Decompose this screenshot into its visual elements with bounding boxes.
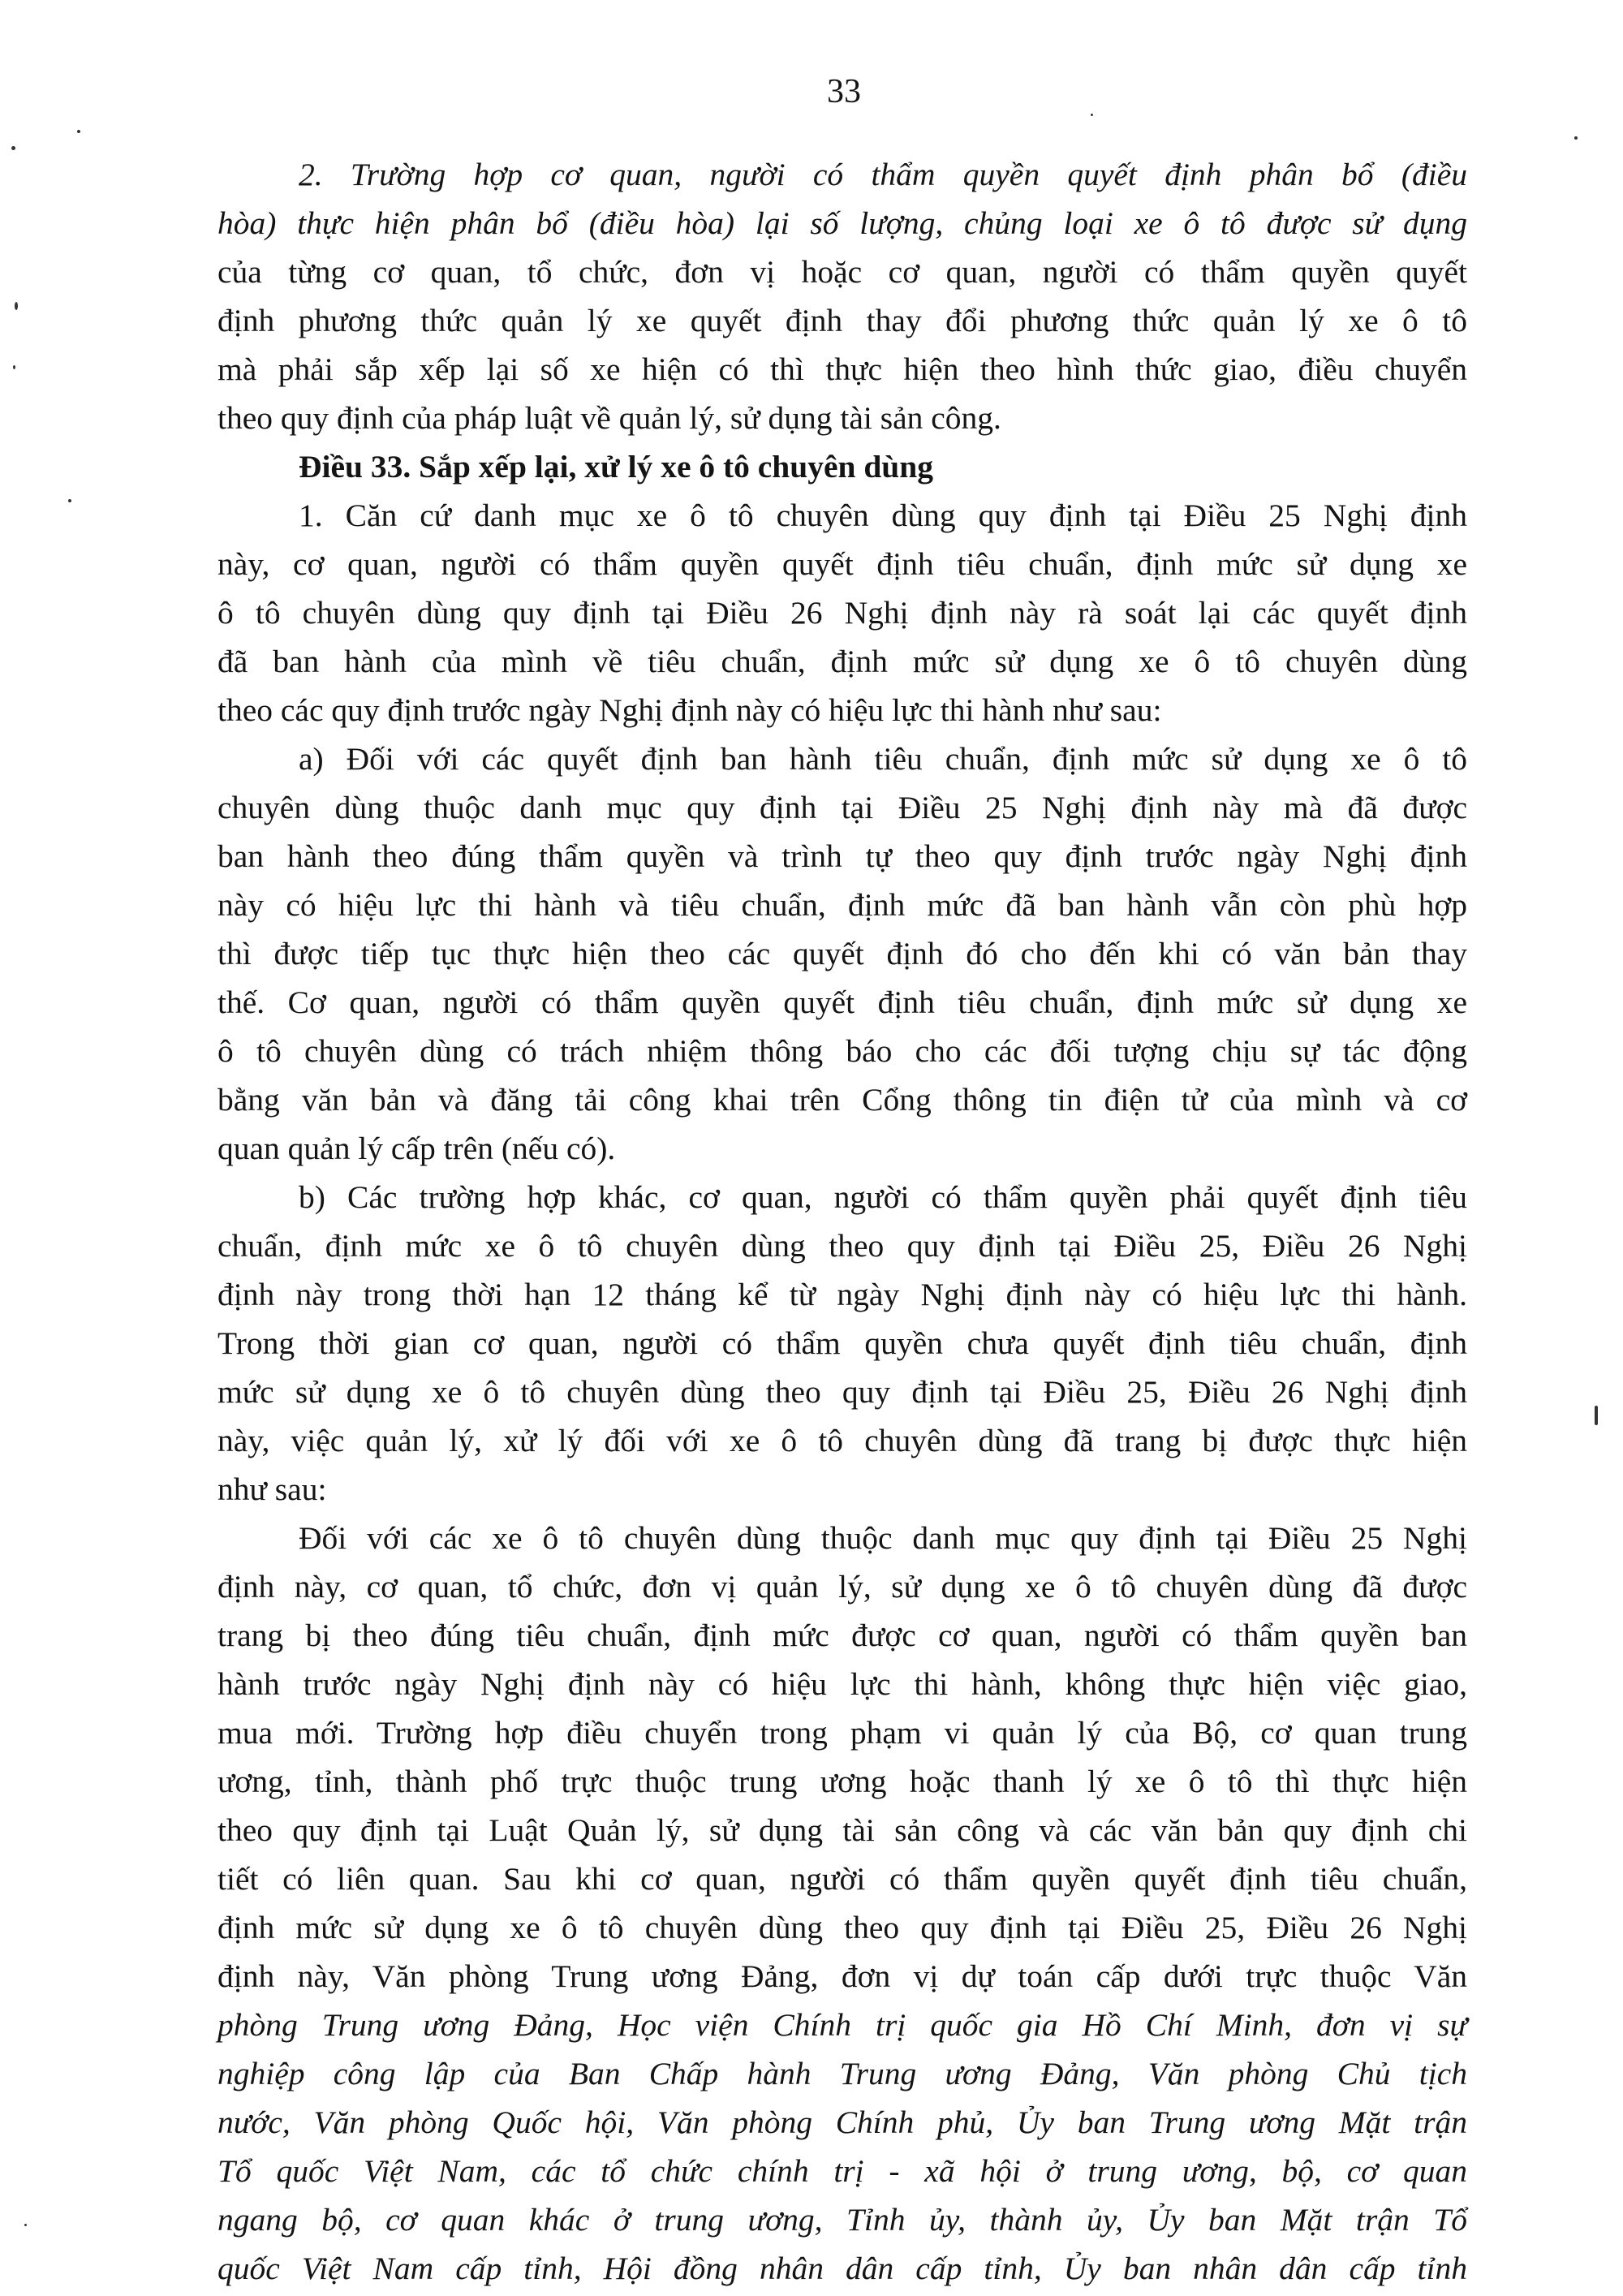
text-line: Trong thời gian cơ quan, người có thẩm quyền chưa quyết định tiêu chuẩn, định bbox=[217, 1325, 1467, 1361]
text-line: 2. Trường hợp cơ quan, người có thẩm quyền quyết định phân bổ (điều bbox=[299, 157, 1467, 192]
text-line: thì được tiếp tục thực hiện theo các quyết định đó cho đến khi có văn bản thay bbox=[217, 936, 1467, 971]
text-line: định này, Văn phòng Trung ương Đảng, đơn vị dự toán cấp dưới trực thuộc Văn bbox=[217, 1958, 1467, 1994]
body-text bbox=[217, 150, 1467, 2293]
text-line: Tổ quốc Việt Nam, các tổ chức chính trị - xã hội ở trung ương, bộ, cơ quan bbox=[217, 2153, 1467, 2189]
text-line: ngang bộ, cơ quan khác ở trung ương, Tỉnh ủy, thành ủy, Ủy ban Mặt trận Tổ bbox=[217, 2202, 1467, 2238]
text-line: nghiệp công lập của Ban Chấp hành Trung ương Đảng, Văn phòng Chủ tịch bbox=[217, 2056, 1467, 2091]
text-line: chuyên dùng thuộc danh mục quy định tại Điều 25 Nghị định này mà đã được bbox=[217, 790, 1467, 825]
text-line: theo quy định của pháp luật về quản lý, sử dụng tài sản công. bbox=[217, 400, 1001, 436]
page-number: 33 bbox=[827, 73, 861, 110]
scan-speck bbox=[1574, 136, 1578, 140]
text-line: bằng văn bản và đăng tải công khai trên Cổng thông tin điện tử của mình và cơ bbox=[217, 1082, 1467, 1118]
text-line: b) Các trường hợp khác, cơ quan, người có thẩm quyền phải quyết định tiêu bbox=[299, 1179, 1467, 1215]
scan-speck bbox=[24, 2224, 27, 2226]
text-line: này, việc quản lý, xử lý đối với xe ô tô chuyên dùng đã trang bị được thực hiện bbox=[217, 1423, 1467, 1458]
text-line: mà phải sắp xếp lại số xe hiện có thì thực hiện theo hình thức giao, điều chuyển bbox=[217, 351, 1467, 387]
text-line: ương, tỉnh, thành phố trực thuộc trung ương hoặc thanh lý xe ô tô thì thực hiện bbox=[217, 1764, 1467, 1799]
text-line: thế. Cơ quan, người có thẩm quyền quyết định tiêu chuẩn, định mức sử dụng xe bbox=[217, 984, 1467, 1020]
text-line: ban hành theo đúng thẩm quyền và trình tự theo quy định trước ngày Nghị định bbox=[217, 838, 1467, 874]
text-line: Đối với các xe ô tô chuyên dùng thuộc danh mục quy định tại Điều 25 Nghị bbox=[299, 1520, 1467, 1556]
text-line: định này trong thời hạn 12 tháng kể từ ngày Nghị định này có hiệu lực thi hành. bbox=[217, 1277, 1467, 1312]
scan-speck bbox=[15, 302, 18, 310]
scan-speck bbox=[68, 499, 71, 502]
text-line: hòa) thực hiện phân bổ (điều hòa) lại số lượng, chủng loại xe ô tô được sử dụng bbox=[217, 205, 1467, 241]
scan-speck bbox=[13, 365, 15, 369]
text-line: quan quản lý cấp trên (nếu có). bbox=[217, 1131, 616, 1166]
text-line: phòng Trung ương Đảng, Học viện Chính trị quốc gia Hồ Chí Minh, đơn vị sự bbox=[217, 2007, 1467, 2043]
text-line: như sau: bbox=[217, 1471, 327, 1507]
text-line: ô tô chuyên dùng có trách nhiệm thông báo cho các đối tượng chịu sự tác động bbox=[217, 1033, 1467, 1069]
text-line: này, cơ quan, người có thẩm quyền quyết định tiêu chuẩn, định mức sử dụng xe bbox=[217, 546, 1467, 582]
text-line: hành trước ngày Nghị định này có hiệu lực thi hành, không thực hiện việc giao, bbox=[217, 1666, 1467, 1702]
text-line: quốc Việt Nam cấp tỉnh, Hội đồng nhân dân cấp tỉnh, Ủy ban nhân dân cấp tỉnh bbox=[217, 2251, 1467, 2286]
text-line: định mức sử dụng xe ô tô chuyên dùng theo quy định tại Điều 25, Điều 26 Nghị bbox=[217, 1910, 1467, 1945]
scan-speck bbox=[11, 146, 15, 150]
text-line: của từng cơ quan, tổ chức, đơn vị hoặc cơ quan, người có thẩm quyền quyết bbox=[217, 254, 1467, 290]
text-line: định này, cơ quan, tổ chức, đơn vị quản lý, sử dụng xe ô tô chuyên dùng đã được bbox=[217, 1569, 1467, 1605]
text-line: đã ban hành của mình về tiêu chuẩn, định mức sử dụng xe ô tô chuyên dùng bbox=[217, 644, 1467, 679]
text-line: 1. Căn cứ danh mục xe ô tô chuyên dùng quy định tại Điều 25 Nghị định bbox=[299, 498, 1467, 533]
text-line: chuẩn, định mức xe ô tô chuyên dùng theo quy định tại Điều 25, Điều 26 Nghị bbox=[217, 1228, 1467, 1264]
scan-speck bbox=[1091, 114, 1093, 116]
text-line: Điều 33. Sắp xếp lại, xử lý xe ô tô chuyên dùng bbox=[299, 449, 933, 485]
text-line: mức sử dụng xe ô tô chuyên dùng theo quy định tại Điều 25, Điều 26 Nghị định bbox=[217, 1374, 1467, 1410]
text-line: này có hiệu lực thi hành và tiêu chuẩn, định mức đã ban hành vẫn còn phù hợp bbox=[217, 887, 1467, 923]
text-line: định phương thức quản lý xe quyết định thay đổi phương thức quản lý xe ô tô bbox=[217, 303, 1467, 338]
text-line: mua mới. Trường hợp điều chuyển trong phạm vi quản lý của Bộ, cơ quan trung bbox=[217, 1715, 1467, 1751]
text-line: trang bị theo đúng tiêu chuẩn, định mức được cơ quan, người có thẩm quyền ban bbox=[217, 1618, 1467, 1653]
text-line: tiết có liên quan. Sau khi cơ quan, người có thẩm quyền quyết định tiêu chuẩn, bbox=[217, 1861, 1467, 1897]
scan-speck bbox=[1595, 1406, 1598, 1425]
scan-speck bbox=[77, 130, 80, 133]
text-line: theo các quy định trước ngày Nghị định này có hiệu lực thi hành như sau: bbox=[217, 692, 1162, 728]
text-line: a) Đối với các quyết định ban hành tiêu chuẩn, định mức sử dụng xe ô tô bbox=[299, 741, 1467, 777]
text-line: nước, Văn phòng Quốc hội, Văn phòng Chính phủ, Ủy ban Trung ương Mặt trận bbox=[217, 2104, 1467, 2140]
text-line: ô tô chuyên dùng quy định tại Điều 26 Nghị định này rà soát lại các quyết định bbox=[217, 595, 1467, 631]
text-line: theo quy định tại Luật Quản lý, sử dụng tài sản công và các văn bản quy định chi bbox=[217, 1812, 1467, 1848]
